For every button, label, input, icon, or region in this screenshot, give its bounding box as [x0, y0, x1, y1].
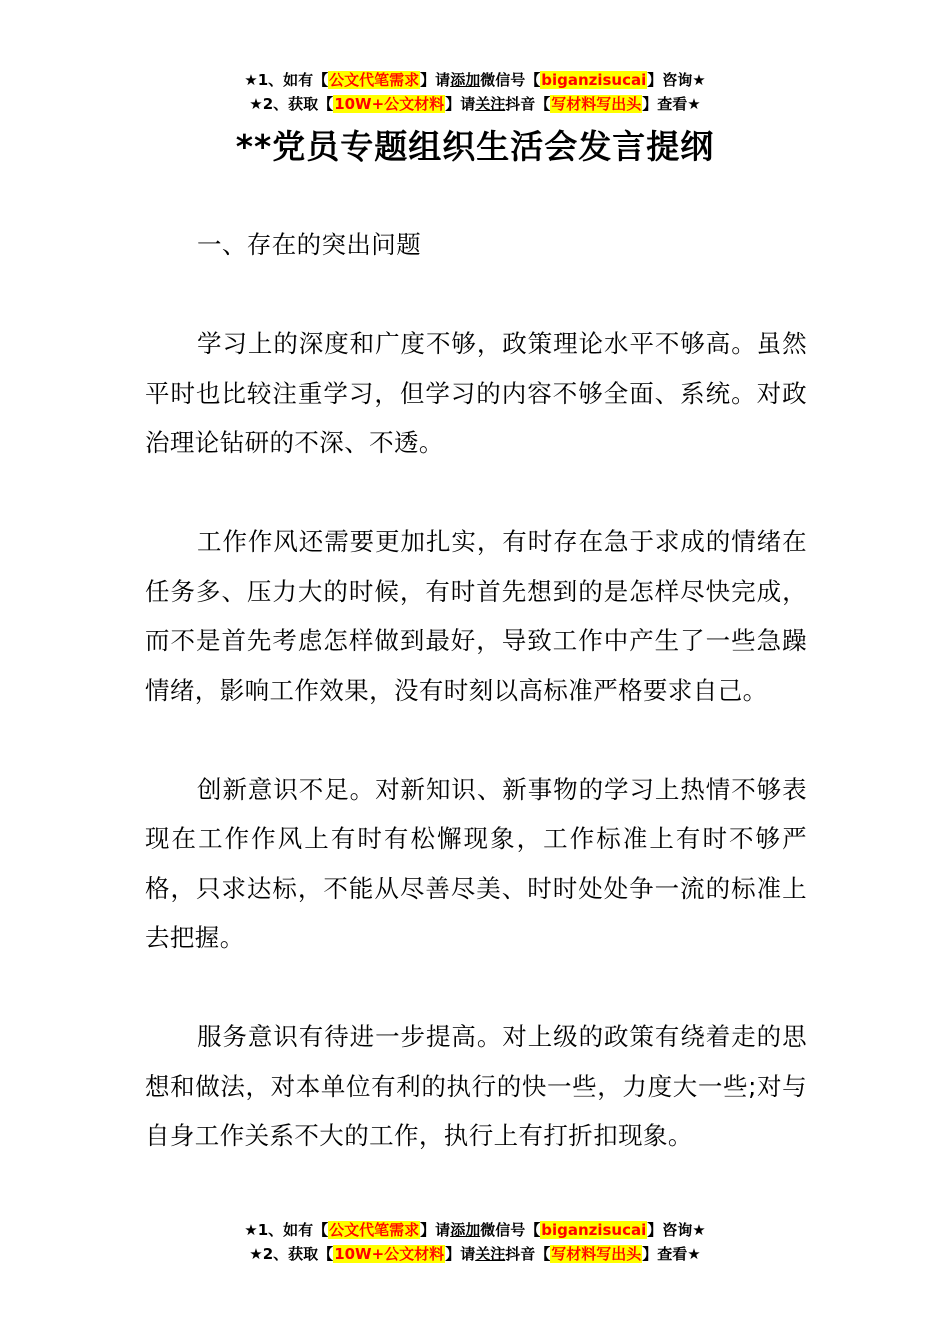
paragraph: 工作作风还需要更加扎实，有时存在急于求成的情绪在任务多、压力大的时候，有时首先想到的是怎样尽快完成，而不是首先考虑怎样做到最好，导致工作中产生了一些急躁情绪，影响工作效果，没有时刻以高标准严格要求自己。 — [145, 527, 807, 705]
bottom-banner — [0, 1218, 950, 1266]
banner-text: ★1、如有【 — [244, 1221, 329, 1239]
paragraph: 服务意识有待进一步提高。对上级的政策有绕着走的思想和做法，对本单位有利的执行的快一些，力度大一些;对与自身工作关系不大的工作，执行上有打折扣现象。 — [145, 1022, 807, 1150]
banner-text: 】查看★ — [642, 1245, 701, 1263]
top-banner — [0, 68, 950, 116]
banner-highlight: 公文代笔需求 — [329, 1221, 420, 1239]
document-body — [145, 220, 807, 1210]
banner-text: 微信号【 — [480, 71, 541, 89]
banner-highlight: 写材料写出头 — [551, 1245, 642, 1263]
banner-text: ★1、如有【 — [244, 71, 329, 89]
banner-text: ★2、获取【 — [249, 1245, 334, 1263]
banner-underline: 添加 — [450, 71, 481, 89]
banner-line-1 — [0, 1218, 950, 1242]
banner-highlight: biganzisucai — [541, 71, 647, 89]
banner-line-2 — [0, 1242, 950, 1266]
banner-highlight: 10W+公文材料 — [334, 1245, 445, 1263]
banner-text: 】请 — [420, 71, 451, 89]
banner-underline: 添加 — [450, 1221, 481, 1239]
banner-highlight: 公文代笔需求 — [329, 71, 420, 89]
banner-text: 微信号【 — [480, 1221, 541, 1239]
banner-text: 】咨询★ — [647, 1221, 706, 1239]
banner-underline: 关注 — [475, 95, 506, 113]
document-title: **党员专题组织生活会发言提纲 — [235, 127, 715, 166]
paragraph: 创新意识不足。对新知识、新事物的学习上热情不够表现在工作作风上有时有松懈现象，工作标准上有时不够严格，只求达标，不能从尽善尽美、时时处处争一流的标准上去把握。 — [145, 774, 807, 952]
banner-highlight: 写材料写出头 — [551, 95, 642, 113]
banner-text: 抖音【 — [505, 1245, 551, 1263]
section-heading: 一、存在的突出问题 — [197, 230, 422, 259]
banner-text: ★2、获取【 — [249, 95, 334, 113]
banner-line-2 — [0, 92, 950, 116]
banner-underline: 关注 — [475, 1245, 506, 1263]
banner-text: 】请 — [445, 1245, 476, 1263]
banner-highlight: 10W+公文材料 — [334, 95, 445, 113]
banner-text: 抖音【 — [505, 95, 551, 113]
paragraph: 学习上的深度和广度不够，政策理论水平不够高。虽然平时也比较注重学习，但学习的内容不够全面、系统。对政治理论钻研的不深、不透。 — [145, 329, 807, 457]
banner-line-1 — [0, 68, 950, 92]
banner-highlight: biganzisucai — [541, 1221, 647, 1239]
banner-text: 】查看★ — [642, 95, 701, 113]
banner-text: 】请 — [445, 95, 476, 113]
banner-text: 】咨询★ — [647, 71, 706, 89]
banner-text: 】请 — [420, 1221, 451, 1239]
